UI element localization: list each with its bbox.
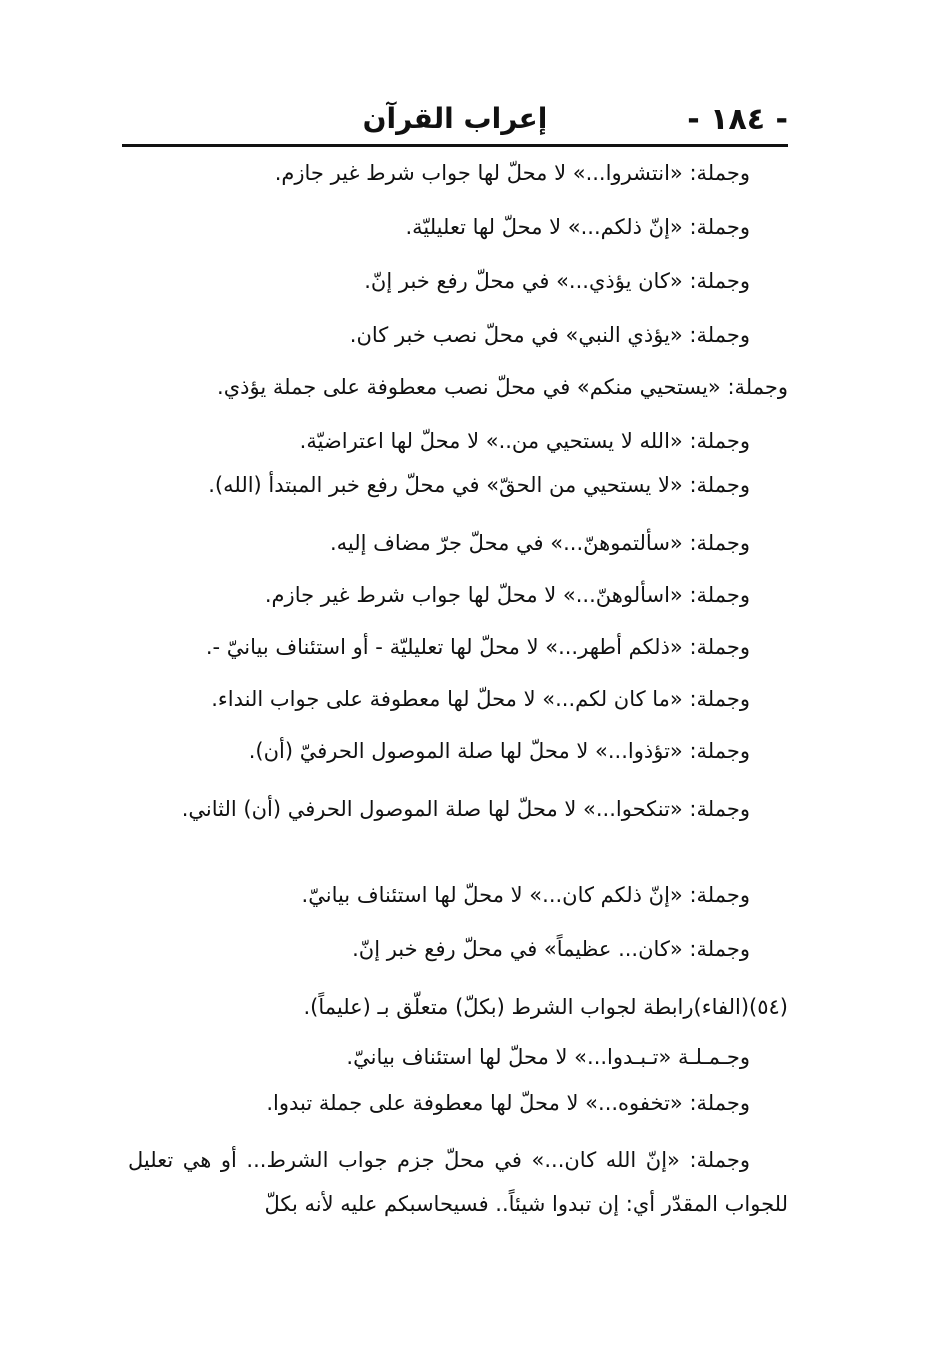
text-paragraph: وجملة: «إنّ الله كان...» في محلّ جزم جواب الشرط... أو هي تعليل للجواب المقدّر أي: إن تبدوا شيئاً.. فسيحاسبكم عليه لأنه بكلّ bbox=[128, 1148, 788, 1216]
page-header bbox=[122, 96, 788, 140]
text-line: وجملة: «ما كان لكم...» لا محلّ لها معطوفة على جواب النداء. bbox=[211, 687, 750, 711]
text-line: وجملة: «سألتموهنّ...» في محلّ جرّ مضاف إليه. bbox=[329, 531, 750, 555]
text-line: وجملة: «اسألوهنّ...» لا محلّ لها جواب شرط غير جازم. bbox=[264, 583, 750, 607]
text-line: وجملة: «يستحيي منكم» في محلّ نصب معطوفة على جملة يؤذي. bbox=[217, 375, 788, 399]
text-line: وجملة: «تخفوه...» لا محلّ لها معطوفة على جملة تبدوا. bbox=[266, 1091, 750, 1115]
text-line: وجملة: «تؤذوا...» لا محلّ لها صلة الموصول الحرفيّ (أن). bbox=[248, 739, 750, 763]
book-title: إعراب القرآن bbox=[362, 102, 548, 135]
text-line: وجملة: «يؤذي النبي» في محلّ نصب خبر كان. bbox=[349, 323, 750, 347]
text-line: وجملة: «لا يستحيي من الحقّ» في محلّ رفع خبر المبتدأ (الله). bbox=[208, 473, 750, 497]
text-line: وجملة: «إنّ ذلكم كان...» لا محلّ لها استئناف بيانيّ. bbox=[301, 883, 750, 907]
text-line: وجملة: «الله لا يستحيي من..» لا محلّ لها اعتراضيّة. bbox=[299, 429, 750, 453]
text-line: وجملة: «انتشروا...» لا محلّ لها جواب شرط غير جازم. bbox=[274, 161, 750, 185]
header-divider bbox=[122, 144, 788, 147]
text-line: وجملة: «كان... عظيماً» في محلّ رفع خبر إنّ. bbox=[352, 937, 750, 961]
page-number: - ١٨٤ - bbox=[687, 102, 788, 137]
text-paragraph: وجملة: «تنكحوا...» لا محلّ لها صلة الموصول الحرفي (أن) الثاني. bbox=[181, 797, 750, 821]
text-line: وجملة: «إنّ ذلكم...» لا محلّ لها تعليليّة. bbox=[405, 215, 750, 239]
text-line: (٥٤)(الفاء)رابطة لجواب الشرط (بكلّ) متعلّق بـ (عليماً). bbox=[303, 995, 788, 1019]
text-line: وجملة: «ذلكم أطهر...» لا محلّ لها تعليليّة - أو استئناف بيانيّ -. bbox=[205, 635, 750, 659]
text-line: وجـمـلـة «تـبـدوا...» لا محلّ لها استئناف بيانيّ. bbox=[346, 1045, 750, 1069]
text-line: وجملة: «كان يؤذي...» في محلّ رفع خبر إنّ. bbox=[364, 269, 750, 293]
